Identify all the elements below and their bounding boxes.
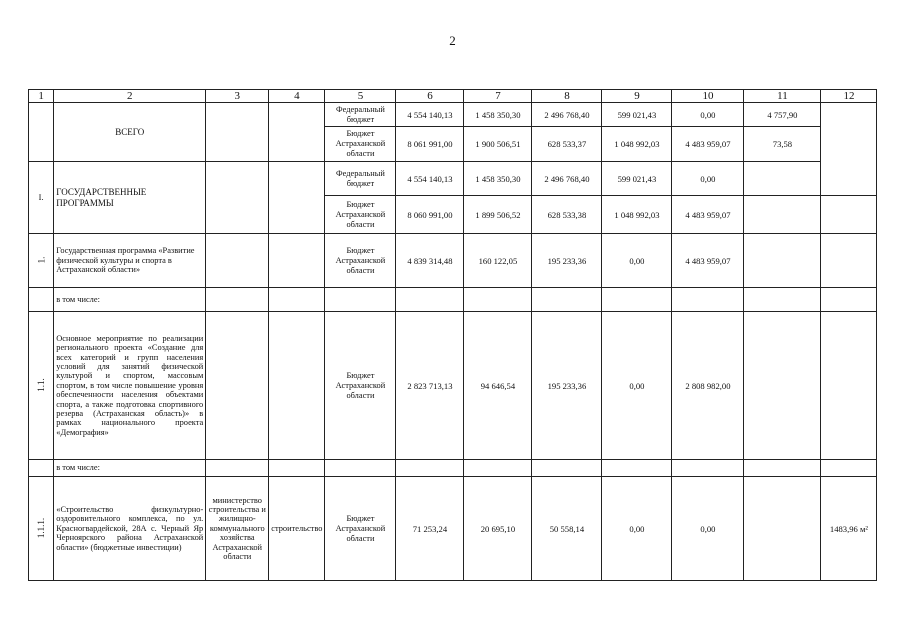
capacity-cell: 1483,96 м² xyxy=(821,477,877,581)
row-index xyxy=(29,234,54,288)
table-row xyxy=(29,477,877,581)
header-cell: 9 xyxy=(602,90,672,103)
table-cell: 2 808 982,00 xyxy=(672,312,744,460)
row-index xyxy=(29,477,54,581)
row-name: ГОСУДАРСТВЕННЫЕ ПРОГРАММЫ xyxy=(54,162,206,234)
table-cell: 1 458 350,30 xyxy=(464,103,532,127)
row-name: ВСЕГО xyxy=(54,103,206,162)
table-cell: 94 646,54 xyxy=(464,312,532,460)
table-cell: 4 554 140,13 xyxy=(396,162,464,196)
header-cell: 4 xyxy=(269,90,325,103)
table-cell: 4 839 314,48 xyxy=(396,234,464,288)
table-cell: 0,00 xyxy=(672,162,744,196)
table-cell: 195 233,36 xyxy=(532,234,602,288)
funding-source: Бюджет Астраханской области xyxy=(325,234,396,288)
table-cell: 1 458 350,30 xyxy=(464,162,532,196)
row-name: в том числе: xyxy=(54,288,206,312)
row-name: Основное мероприятие по реализации регионального проекта «Создание для всех категорий и групп населения условий для занятий физической культурой и спортом, массовым спортом, в том числе повышение уровня обеспеченности населения объектами спорта, а также подготовка спортивного резерва (Астраханская область)» в рамках национального проекта «Демография» xyxy=(54,312,206,460)
header-cell: 5 xyxy=(325,90,396,103)
header-cell: 1 xyxy=(29,90,54,103)
row-index-text: 1.1.1. xyxy=(36,517,47,539)
table-cell: 2 496 768,40 xyxy=(532,103,602,127)
funding-source: Бюджет Астраханской области xyxy=(325,196,396,234)
kind-cell: строительство xyxy=(269,477,325,581)
table-row xyxy=(29,103,877,127)
row-name: Государственная программа «Развитие физической культуры и спорта в Астраханской области» xyxy=(54,234,206,288)
table-cell: 0,00 xyxy=(672,477,744,581)
table-cell: 73,58 xyxy=(744,127,821,162)
header-cell: 12 xyxy=(821,90,877,103)
table-cell: 1 899 506,52 xyxy=(464,196,532,234)
header-cell: 8 xyxy=(532,90,602,103)
funding-source: Бюджет Астраханской области xyxy=(325,312,396,460)
customer-cell: министерство строительства и жилищно-коммунального хозяйства Астраханской области xyxy=(206,477,269,581)
table-cell: 2 823 713,13 xyxy=(396,312,464,460)
table-cell: 1 048 992,03 xyxy=(602,127,672,162)
header-row xyxy=(29,90,877,103)
table-row xyxy=(29,162,877,196)
table-cell: 4 554 140,13 xyxy=(396,103,464,127)
table-cell: 0,00 xyxy=(602,477,672,581)
table-cell: 4 483 959,07 xyxy=(672,196,744,234)
table-cell: 4 757,90 xyxy=(744,103,821,127)
table-cell: 4 483 959,07 xyxy=(672,127,744,162)
row-name: в том числе: xyxy=(54,460,206,477)
table-cell: 4 483 959,07 xyxy=(672,234,744,288)
budget-table xyxy=(28,89,877,581)
table-cell: 0,00 xyxy=(602,312,672,460)
funding-source: Федеральный бюджет xyxy=(325,162,396,196)
table-cell: 0,00 xyxy=(602,234,672,288)
row-index-text: 1. xyxy=(36,256,47,264)
row-index-text: 1.1. xyxy=(36,378,47,392)
page-number: 2 xyxy=(449,33,456,48)
table-cell: 0,00 xyxy=(672,103,744,127)
table-cell: 20 695,10 xyxy=(464,477,532,581)
table-cell: 599 021,43 xyxy=(602,103,672,127)
table-cell: 8 060 991,00 xyxy=(396,196,464,234)
table-row xyxy=(29,460,877,477)
header-cell: 11 xyxy=(744,90,821,103)
header-cell: 2 xyxy=(54,90,206,103)
funding-source: Бюджет Астраханской области xyxy=(325,127,396,162)
table-cell: 50 558,14 xyxy=(532,477,602,581)
funding-source: Бюджет Астраханской области xyxy=(325,477,396,581)
funding-source: Федеральный бюджет xyxy=(325,103,396,127)
table-cell: 160 122,05 xyxy=(464,234,532,288)
row-index xyxy=(29,103,54,162)
header-cell: 6 xyxy=(396,90,464,103)
table-cell: 1 900 506,51 xyxy=(464,127,532,162)
row-index: I. xyxy=(29,162,54,234)
header-cell: 7 xyxy=(464,90,532,103)
header-cell: 3 xyxy=(206,90,269,103)
table-cell: 1 048 992,03 xyxy=(602,196,672,234)
table-row xyxy=(29,312,877,460)
table-cell: 195 233,36 xyxy=(532,312,602,460)
table-cell: 71 253,24 xyxy=(396,477,464,581)
table-cell: 8 061 991,00 xyxy=(396,127,464,162)
table-cell: 2 496 768,40 xyxy=(532,162,602,196)
table-cell: 628 533,37 xyxy=(532,127,602,162)
header-cell: 10 xyxy=(672,90,744,103)
table-cell: 599 021,43 xyxy=(602,162,672,196)
table-cell: 628 533,38 xyxy=(532,196,602,234)
row-index xyxy=(29,312,54,460)
row-name: «Строительство физкультурно-оздоровительного комплекса, по ул. Красногвардейской, 28А с. Черный Яр Черноярского района Астраханской области» (бюджетные инвестиции) xyxy=(54,477,206,581)
table-row xyxy=(29,234,877,288)
table-row xyxy=(29,288,877,312)
